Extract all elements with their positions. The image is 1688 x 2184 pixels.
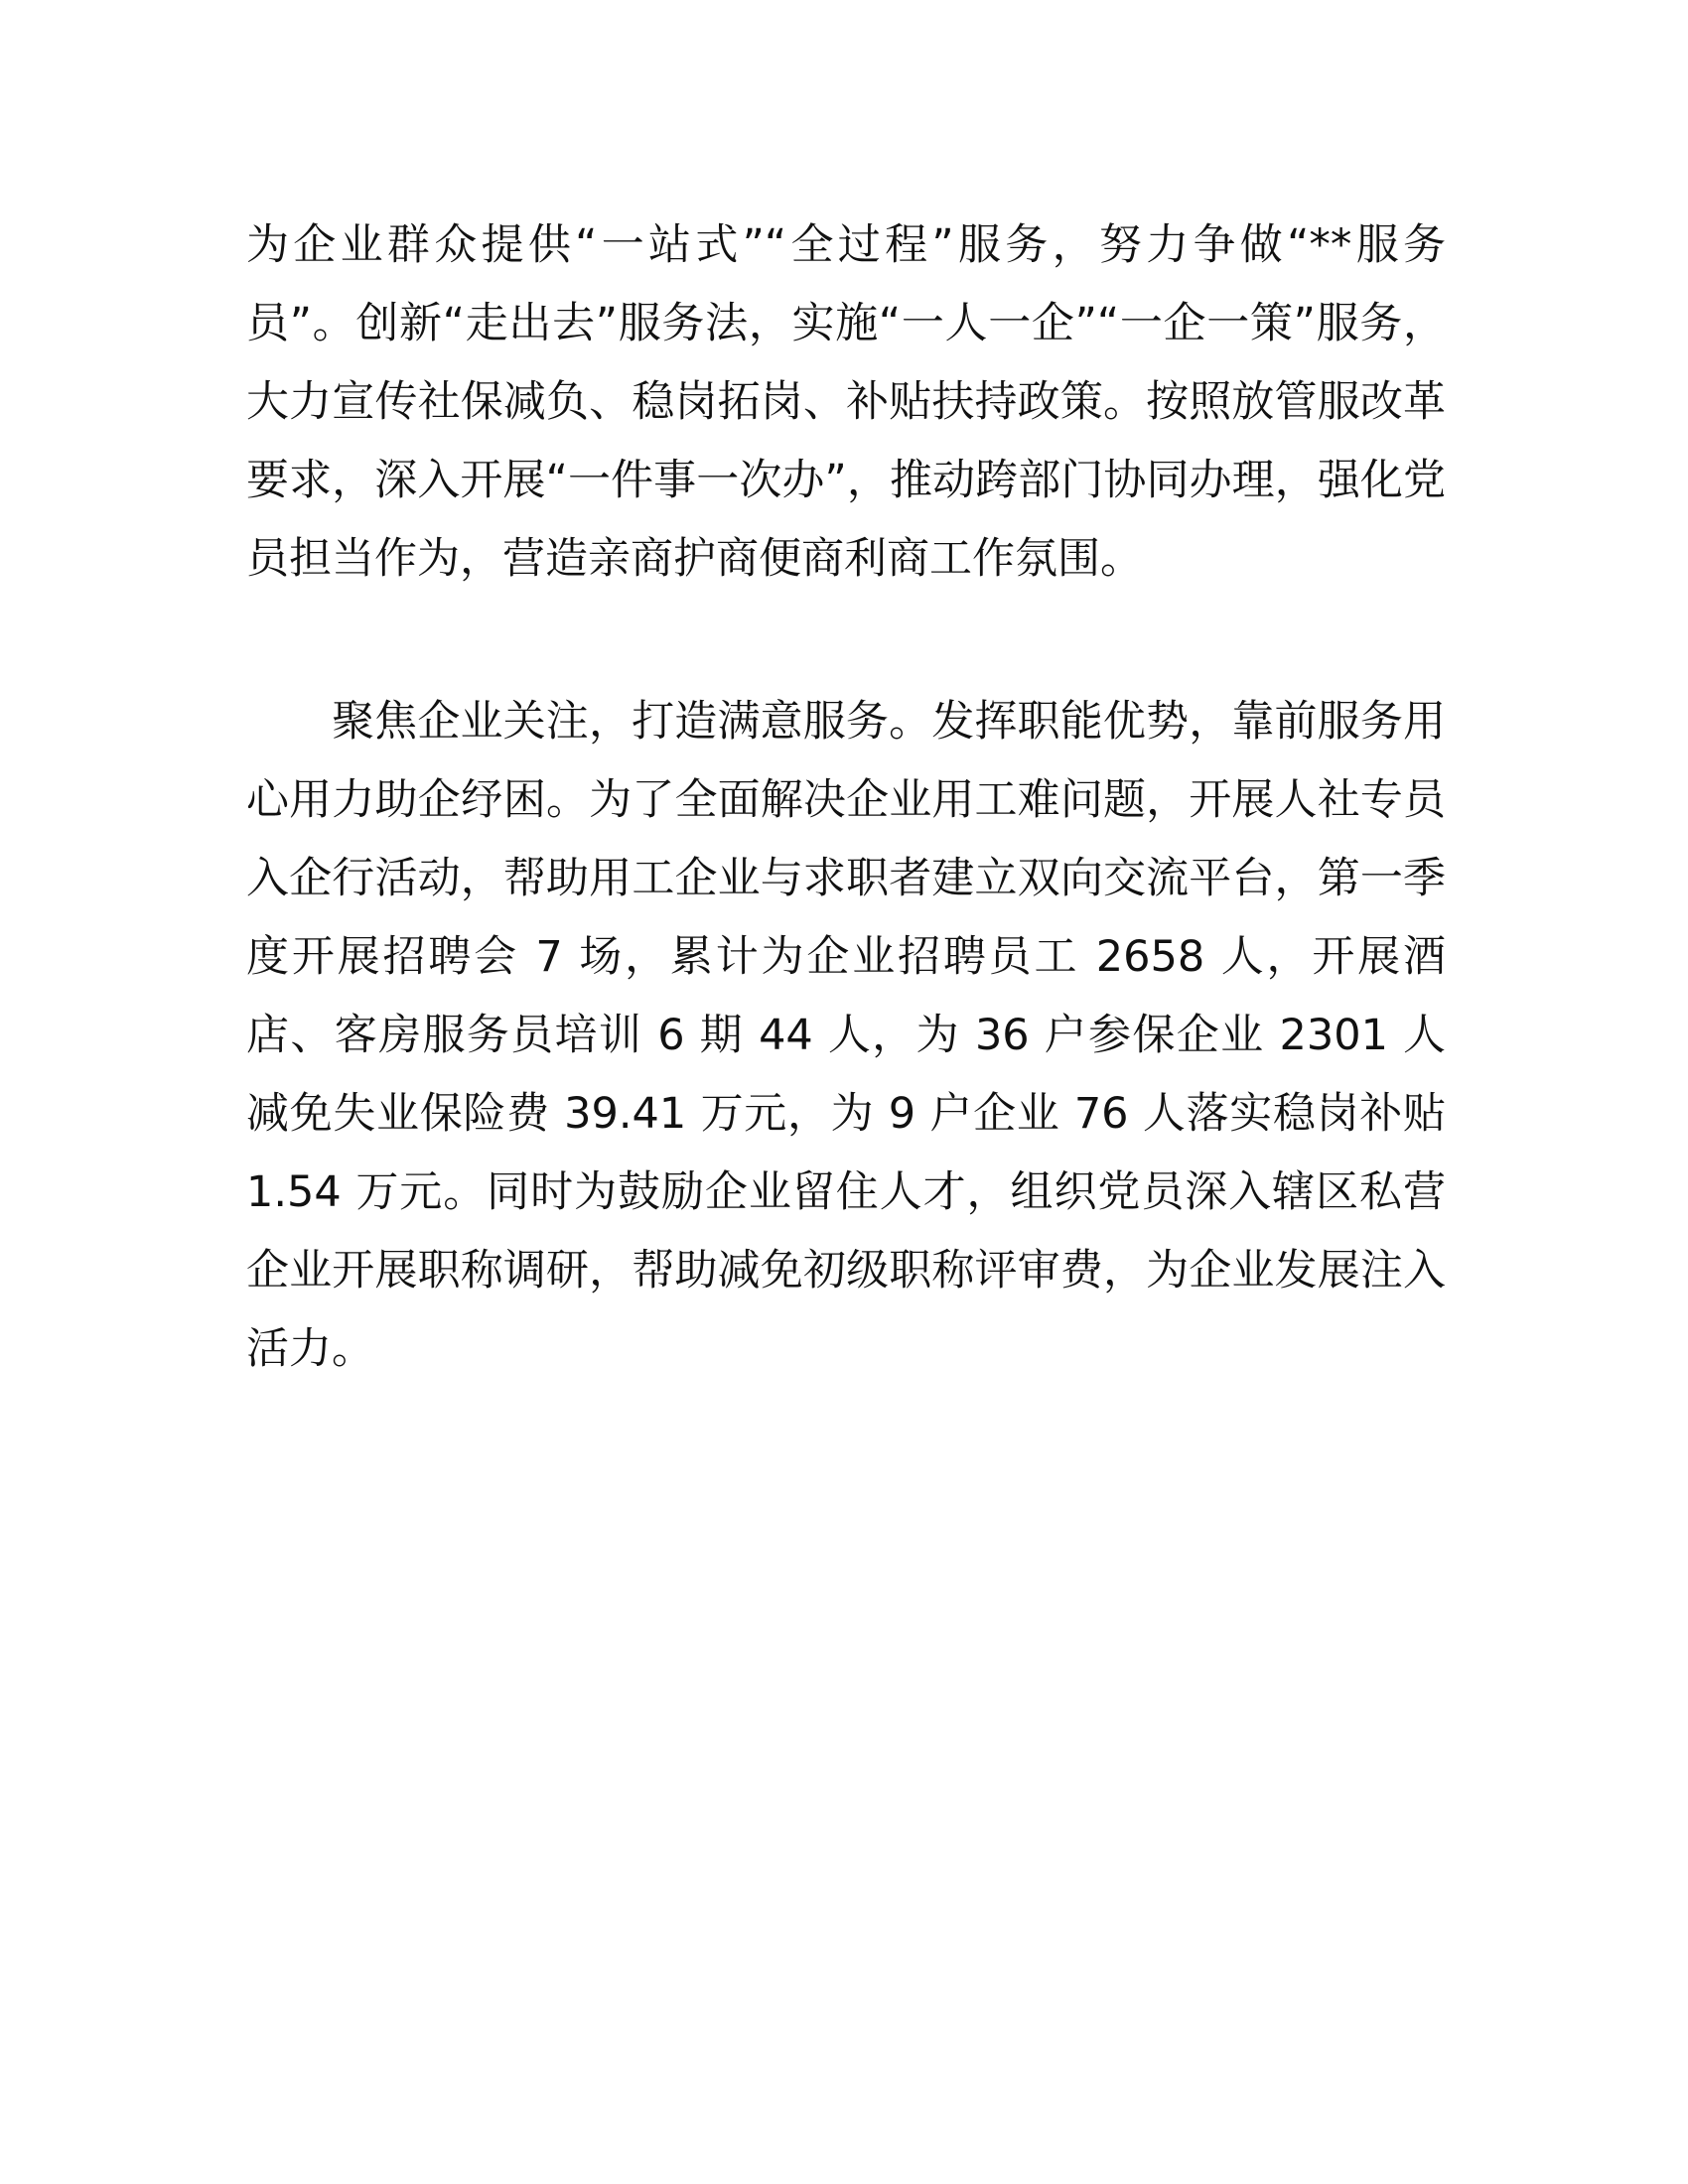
paragraph-service-focus xyxy=(246,683,1446,1389)
paragraph-text: 聚焦企业关注，打造满意服务。发挥职能优势，靠前服务用心用力助企纾困。为了全面解决企业用工难问题，开展人社专员入企行活动，帮助用工企业与求职者建立双向交流平台，第一季度开展招聘会 7 场，累计为企业招聘员工 2658 人，开展酒店、客房服务员培训 6 期 44 人，为 36 户参保企业 2301 人减免失业保险费 39.41 万元，为 9 户企业 76 人落实稳岗补贴 1.54 万元。同时为鼓励企业留住人才，组织党员深入辖区私营企业开展职称调研，帮助减免初级职称评审费，为企业发展注入活力。 xyxy=(246,697,1446,1374)
paragraph-text: 为企业群众提供“一站式”“全过程”服务，努力争做“**服务员”。创新“走出去”服务法，实施“一人一企”“一企一策”服务，大力宣传社保减负、稳岗拓岗、补贴扶持政策。按照放管服改革要求，深入开展“一件事一次办”，推动跨部门协同办理，强化党员担当作为，营造亲商护商便商利商工作氛围。 xyxy=(246,220,1446,584)
paragraph-continued xyxy=(246,206,1446,599)
